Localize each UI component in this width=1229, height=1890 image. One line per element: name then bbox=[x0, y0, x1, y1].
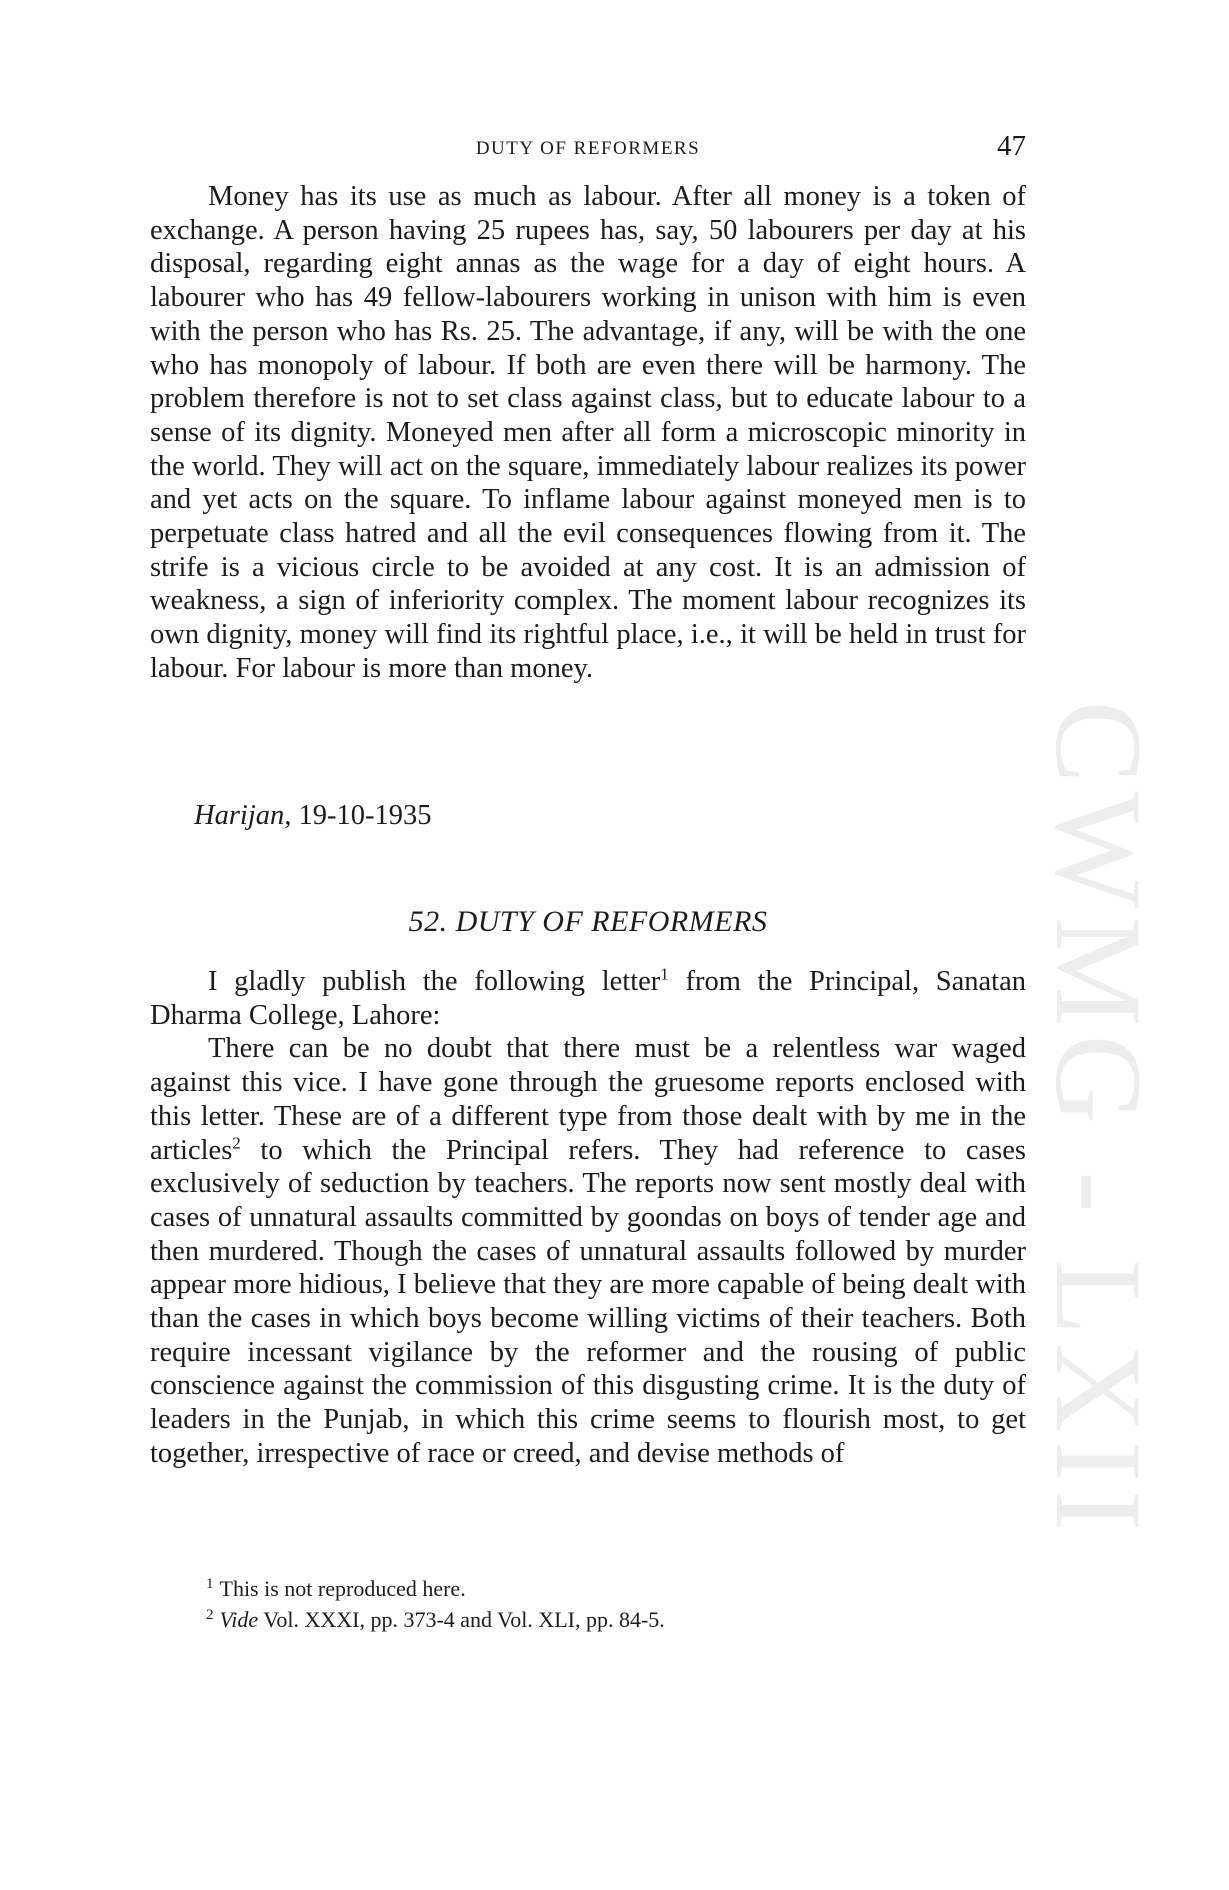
section2-intro bbox=[150, 965, 1026, 1032]
footnotes bbox=[206, 1573, 665, 1635]
footnote-text: Vol. XXXI, pp. 373-4 and Vol. XLI, pp. 84-5. bbox=[258, 1607, 665, 1632]
footnote-ref-2: 2 bbox=[232, 1133, 241, 1153]
section1-block bbox=[150, 180, 1026, 686]
footnote-ref-1: 1 bbox=[660, 964, 669, 984]
paragraph-text: There can be no doubt that there must be a relentless war waged against this vice. I have gone through the gruesome reports enclosed with this letter. These are of a different type from those dealt with by me in the articles bbox=[150, 1033, 1026, 1166]
footnote-text: This is not reproduced here. bbox=[219, 1576, 466, 1601]
footnote-mark: 1 bbox=[206, 1575, 214, 1592]
section-heading: 52. DUTY OF REFORMERS bbox=[408, 905, 768, 938]
citation bbox=[194, 800, 432, 832]
footnote-1 bbox=[206, 1573, 665, 1604]
section2-block bbox=[150, 965, 1026, 1471]
footnote-2 bbox=[206, 1604, 665, 1635]
section1-paragraph: Money has its use as much as labour. After all money is a token of exchange. A person having 25 rupees has, say, 50 labourers per day at his disposal, regarding eight annas as the wage for a day of eight hours. A labourer who has 49 fellow-labourers working in unison with him is even with the person who has Rs. 25. The advantage, if any, will be with the one who has monopoly of labour. If both are even there will be harmony. The problem therefore is not to set class against class, but to educate labour to a sense of its dignity. Moneyed men after all form a microscopic minority in the world. They will act on the square, immediately labour realizes its power and yet acts on the square. To inflame labour against moneyed men is to perpetuate class hatred and all the evil consequences flowing from it. The strife is a vicious circle to be avoided at any cost. It is an admission of weakness, a sign of inferiority complex. The moment labour recognizes its own dignity, money will find its rightful place, i.e., it will be held in trust for labour. For labour is more than money. bbox=[150, 181, 1026, 684]
intro-text: I gladly publish the following letter bbox=[208, 966, 661, 997]
paragraph-text-cont: to which the Principal refers. They had reference to cases exclusively of seduction by teachers. The reports now sent mostly deal with cases of unnatural assaults committed by goondas on boys of tender age and then murdered. Though the cases of unnatural assaults followed by murder appear more hidious, I believe that they are more capable of being dealt with than the cases in which boys become willing victims of their teachers. Both require incessant vigilance by the reformer and the rousing of public conscience against the commission of this disgusting crime. It is the duty of leaders in the Punjab, in which this crime seems to flourish most, to get together, irrespective of race or creed, and devise methods of bbox=[150, 1134, 1026, 1469]
citation-date: 19-10-1935 bbox=[298, 800, 432, 831]
watermark: CWMG - LXII bbox=[1030, 700, 1167, 1540]
page-number: 47 bbox=[997, 130, 1026, 162]
footnote-vide: Vide bbox=[219, 1607, 259, 1632]
running-title: DUTY OF REFORMERS bbox=[475, 138, 701, 159]
footnote-mark: 2 bbox=[206, 1606, 214, 1623]
running-head bbox=[150, 130, 1026, 170]
intro-text-cont: from the Principal, Sanatan Dharma College, Lahore: bbox=[150, 966, 1026, 1031]
section2-paragraph bbox=[150, 1032, 1026, 1470]
citation-source: Harijan, bbox=[194, 800, 292, 831]
